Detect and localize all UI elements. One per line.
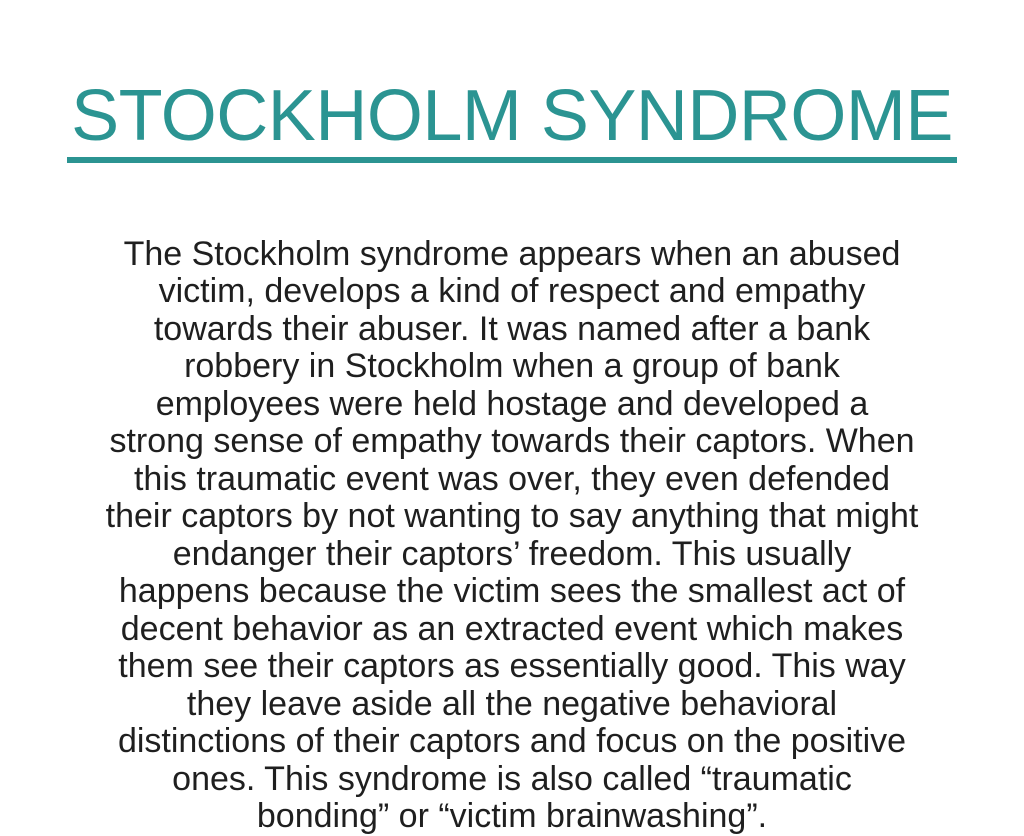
body-line: their captors by not wanting to say anything that might xyxy=(105,497,919,536)
body-line: this traumatic event was over, they even defended xyxy=(133,459,890,498)
body-line: towards their abuser. It was named after a bank xyxy=(153,309,871,348)
body-line: distinctions of their captors and focus on the positive xyxy=(117,722,907,761)
body-line: ones. This syndrome is also called “traumatic xyxy=(172,759,852,798)
body-line: them see their captors as essentially good. This way xyxy=(118,647,906,686)
body-line: happens because the victim sees the smallest act of xyxy=(118,572,906,611)
body-line: strong sense of empathy towards their captors. When xyxy=(109,422,915,461)
body-paragraph xyxy=(0,236,1024,836)
body-line: endanger their captors’ freedom. This usually xyxy=(172,534,852,573)
body-line: decent behavior as an extracted event which makes xyxy=(120,609,904,648)
slide-title-wrap xyxy=(0,0,1024,211)
body-line: employees were held hostage and developed a xyxy=(155,384,869,423)
body-line: victim, develops a kind of respect and empathy xyxy=(158,272,866,311)
body-line: The Stockholm syndrome appears when an abused xyxy=(123,234,901,273)
body-line: bonding” or “victim brainwashing”. xyxy=(256,797,768,836)
body-line: robbery in Stockholm when a group of bank xyxy=(184,347,840,386)
body-line: they leave aside all the negative behavioral xyxy=(186,684,838,723)
page-title: STOCKHOLM SYNDROME xyxy=(67,80,957,162)
